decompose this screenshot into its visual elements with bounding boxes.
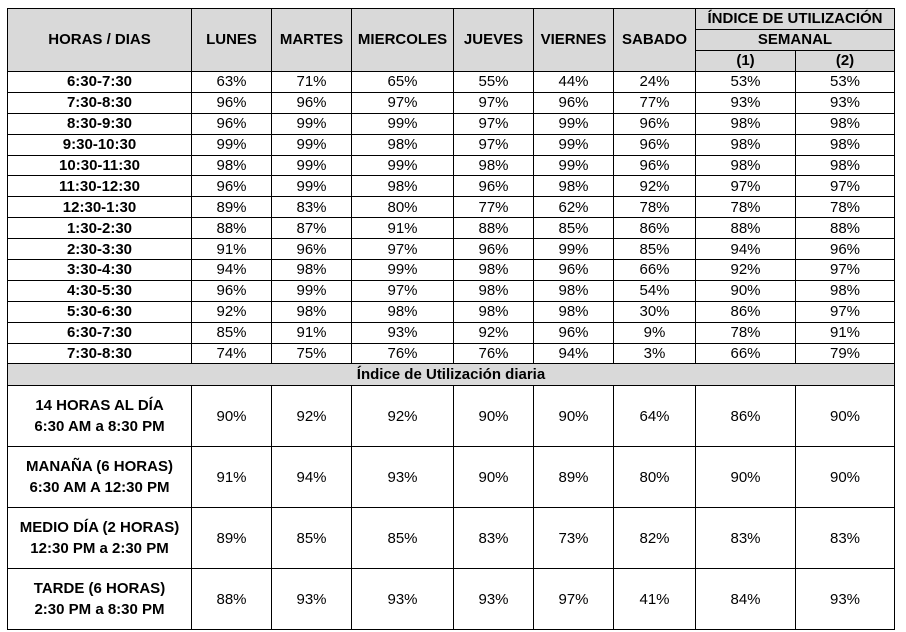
summary-value: 93% — [454, 569, 534, 630]
cell-value: 75% — [272, 343, 352, 364]
cell-value: 78% — [614, 197, 696, 218]
row-label: 6:30-7:30 — [8, 322, 192, 343]
cell-value: 96% — [454, 176, 534, 197]
cell-value: 62% — [534, 197, 614, 218]
summary-label — [8, 447, 192, 508]
cell-value: 98% — [454, 155, 534, 176]
cell-value: 99% — [272, 113, 352, 134]
summary-value: 90% — [534, 386, 614, 447]
cell-value: 97% — [454, 134, 534, 155]
summary-value: 94% — [272, 447, 352, 508]
cell-value: 98% — [272, 260, 352, 281]
cell-value: 93% — [696, 92, 796, 113]
summary-value: 90% — [454, 386, 534, 447]
cell-value: 98% — [352, 176, 454, 197]
cell-value: 77% — [454, 197, 534, 218]
cell-value: 92% — [192, 301, 272, 322]
cell-value: 53% — [696, 72, 796, 93]
row-label: 9:30-10:30 — [8, 134, 192, 155]
cell-value: 96% — [192, 176, 272, 197]
cell-value: 98% — [534, 301, 614, 322]
cell-value: 90% — [696, 280, 796, 301]
cell-value: 83% — [272, 197, 352, 218]
cell-value: 96% — [192, 113, 272, 134]
summary-section — [8, 364, 895, 386]
summary-value: 91% — [192, 447, 272, 508]
cell-value: 98% — [192, 155, 272, 176]
cell-value: 97% — [454, 113, 534, 134]
summary-value: 73% — [534, 508, 614, 569]
cell-value: 86% — [614, 218, 696, 239]
cell-value: 98% — [796, 155, 895, 176]
summary-label — [8, 508, 192, 569]
cell-value: 80% — [352, 197, 454, 218]
cell-value: 92% — [614, 176, 696, 197]
cell-value: 98% — [696, 113, 796, 134]
row-label: 6:30-7:30 — [8, 72, 192, 93]
summary-row — [8, 569, 895, 630]
cell-value: 96% — [454, 239, 534, 260]
cell-value: 97% — [352, 92, 454, 113]
cell-value: 94% — [534, 343, 614, 364]
header-day-jueves: JUEVES — [454, 9, 534, 72]
cell-value: 96% — [534, 322, 614, 343]
cell-value: 96% — [614, 113, 696, 134]
summary-value: 97% — [534, 569, 614, 630]
cell-value: 98% — [796, 113, 895, 134]
table-row — [8, 155, 895, 176]
cell-value: 99% — [272, 280, 352, 301]
summary-label-line-2: 6:30 AM A 12:30 PM — [29, 479, 170, 497]
row-label: 1:30-2:30 — [8, 218, 192, 239]
cell-value: 3% — [614, 343, 696, 364]
cell-value: 98% — [796, 134, 895, 155]
cell-value: 66% — [614, 260, 696, 281]
row-label: 3:30-4:30 — [8, 260, 192, 281]
cell-value: 98% — [352, 301, 454, 322]
table-row — [8, 72, 895, 93]
cell-value: 74% — [192, 343, 272, 364]
summary-value: 92% — [352, 386, 454, 447]
header-index-title: ÍNDICE DE UTILIZACIÓN — [696, 9, 895, 30]
summary-value: 93% — [352, 447, 454, 508]
cell-value: 97% — [796, 176, 895, 197]
cell-value: 99% — [272, 155, 352, 176]
summary-label-line-2: 6:30 AM a 8:30 PM — [34, 418, 165, 436]
cell-value: 97% — [454, 92, 534, 113]
summary-value: 84% — [696, 569, 796, 630]
header-index-col-1: (1) — [696, 51, 796, 72]
summary-value: 90% — [696, 447, 796, 508]
cell-value: 92% — [454, 322, 534, 343]
cell-value: 96% — [272, 239, 352, 260]
cell-value: 85% — [534, 218, 614, 239]
cell-value: 96% — [534, 92, 614, 113]
summary-value: 90% — [192, 386, 272, 447]
cell-value: 96% — [192, 92, 272, 113]
cell-value: 98% — [534, 176, 614, 197]
cell-value: 96% — [192, 280, 272, 301]
summary-value: 93% — [272, 569, 352, 630]
summary-label-line-1: MANAÑA (6 HORAS) — [26, 458, 173, 476]
cell-value: 99% — [192, 134, 272, 155]
cell-value: 98% — [272, 301, 352, 322]
header-row-1 — [8, 9, 895, 30]
cell-value: 91% — [272, 322, 352, 343]
cell-value: 94% — [696, 239, 796, 260]
cell-value: 99% — [352, 113, 454, 134]
cell-value: 99% — [534, 239, 614, 260]
cell-value: 97% — [352, 239, 454, 260]
cell-value: 97% — [352, 280, 454, 301]
summary-value: 90% — [454, 447, 534, 508]
table-row — [8, 113, 895, 134]
table-row — [8, 92, 895, 113]
cell-value: 99% — [352, 260, 454, 281]
table-row — [8, 176, 895, 197]
cell-value: 98% — [454, 260, 534, 281]
cell-value: 85% — [614, 239, 696, 260]
section-title: Índice de Utilización diaria — [8, 364, 895, 386]
cell-value: 54% — [614, 280, 696, 301]
summary-value: 90% — [796, 386, 895, 447]
row-label: 7:30-8:30 — [8, 343, 192, 364]
row-label: 8:30-9:30 — [8, 113, 192, 134]
cell-value: 85% — [192, 322, 272, 343]
summary-value: 93% — [352, 569, 454, 630]
summary-label-line-2: 12:30 PM a 2:30 PM — [30, 540, 169, 558]
cell-value: 98% — [534, 280, 614, 301]
cell-value: 89% — [192, 197, 272, 218]
cell-value: 99% — [534, 155, 614, 176]
hourly-rows — [8, 72, 895, 364]
cell-value: 93% — [352, 322, 454, 343]
cell-value: 44% — [534, 72, 614, 93]
table-row — [8, 239, 895, 260]
cell-value: 93% — [796, 92, 895, 113]
utilization-table — [7, 8, 895, 630]
header-day-viernes: VIERNES — [534, 9, 614, 72]
header-day-martes: MARTES — [272, 9, 352, 72]
cell-value: 55% — [454, 72, 534, 93]
cell-value: 99% — [272, 176, 352, 197]
cell-value: 66% — [696, 343, 796, 364]
cell-value: 97% — [796, 260, 895, 281]
summary-value: 93% — [796, 569, 895, 630]
row-label: 7:30-8:30 — [8, 92, 192, 113]
summary-label — [8, 386, 192, 447]
summary-value: 83% — [454, 508, 534, 569]
cell-value: 96% — [796, 239, 895, 260]
cell-value: 88% — [192, 218, 272, 239]
cell-value: 77% — [614, 92, 696, 113]
cell-value: 9% — [614, 322, 696, 343]
cell-value: 91% — [352, 218, 454, 239]
cell-value: 86% — [696, 301, 796, 322]
table-row — [8, 218, 895, 239]
summary-row — [8, 508, 895, 569]
table-row — [8, 301, 895, 322]
table-row — [8, 322, 895, 343]
cell-value: 79% — [796, 343, 895, 364]
row-label: 2:30-3:30 — [8, 239, 192, 260]
summary-rows — [8, 386, 895, 630]
cell-value: 94% — [192, 260, 272, 281]
table-row — [8, 197, 895, 218]
cell-value: 88% — [454, 218, 534, 239]
summary-value: 83% — [796, 508, 895, 569]
cell-value: 24% — [614, 72, 696, 93]
summary-value: 90% — [796, 447, 895, 508]
summary-value: 86% — [696, 386, 796, 447]
cell-value: 71% — [272, 72, 352, 93]
summary-value: 82% — [614, 508, 696, 569]
cell-value: 98% — [454, 301, 534, 322]
cell-value: 65% — [352, 72, 454, 93]
cell-value: 63% — [192, 72, 272, 93]
table-row — [8, 260, 895, 281]
cell-value: 96% — [534, 260, 614, 281]
cell-value: 87% — [272, 218, 352, 239]
cell-value: 88% — [696, 218, 796, 239]
cell-value: 98% — [796, 280, 895, 301]
header-row-label: HORAS / DIAS — [8, 9, 192, 72]
cell-value: 30% — [614, 301, 696, 322]
table-row — [8, 343, 895, 364]
row-label: 12:30-1:30 — [8, 197, 192, 218]
summary-value: 89% — [192, 508, 272, 569]
cell-value: 96% — [614, 134, 696, 155]
row-label: 10:30-11:30 — [8, 155, 192, 176]
summary-row — [8, 386, 895, 447]
header-index-subtitle: SEMANAL — [696, 30, 895, 51]
summary-value: 85% — [352, 508, 454, 569]
row-label: 4:30-5:30 — [8, 280, 192, 301]
cell-value: 91% — [192, 239, 272, 260]
header-day-sabado: SABADO — [614, 9, 696, 72]
summary-value: 92% — [272, 386, 352, 447]
row-label: 5:30-6:30 — [8, 301, 192, 322]
header-day-miercoles: MIERCOLES — [352, 9, 454, 72]
cell-value: 96% — [272, 92, 352, 113]
summary-label-line-1: 14 HORAS AL DÍA — [35, 397, 164, 415]
cell-value: 99% — [352, 155, 454, 176]
summary-value: 89% — [534, 447, 614, 508]
summary-value: 83% — [696, 508, 796, 569]
cell-value: 53% — [796, 72, 895, 93]
cell-value: 99% — [272, 134, 352, 155]
cell-value: 78% — [796, 197, 895, 218]
summary-value: 85% — [272, 508, 352, 569]
cell-value: 96% — [614, 155, 696, 176]
header-day-lunes: LUNES — [192, 9, 272, 72]
header-index-col-2: (2) — [796, 51, 895, 72]
cell-value: 78% — [696, 197, 796, 218]
summary-value: 80% — [614, 447, 696, 508]
summary-value: 88% — [192, 569, 272, 630]
section-header-row — [8, 364, 895, 386]
cell-value: 98% — [454, 280, 534, 301]
cell-value: 99% — [534, 134, 614, 155]
summary-value: 64% — [614, 386, 696, 447]
cell-value: 98% — [696, 155, 796, 176]
cell-value: 97% — [696, 176, 796, 197]
cell-value: 76% — [454, 343, 534, 364]
summary-label-line-1: TARDE (6 HORAS) — [33, 580, 166, 598]
cell-value: 88% — [796, 218, 895, 239]
summary-label-line-1: MEDIO DÍA (2 HORAS) — [19, 519, 180, 537]
summary-label-line-2: 2:30 PM a 8:30 PM — [34, 601, 165, 619]
summary-label — [8, 569, 192, 630]
row-label: 11:30-12:30 — [8, 176, 192, 197]
cell-value: 98% — [352, 134, 454, 155]
table-row — [8, 134, 895, 155]
table-row — [8, 280, 895, 301]
cell-value: 98% — [696, 134, 796, 155]
cell-value: 97% — [796, 301, 895, 322]
cell-value: 76% — [352, 343, 454, 364]
cell-value: 99% — [534, 113, 614, 134]
cell-value: 91% — [796, 322, 895, 343]
summary-value: 41% — [614, 569, 696, 630]
cell-value: 78% — [696, 322, 796, 343]
cell-value: 92% — [696, 260, 796, 281]
summary-row — [8, 447, 895, 508]
